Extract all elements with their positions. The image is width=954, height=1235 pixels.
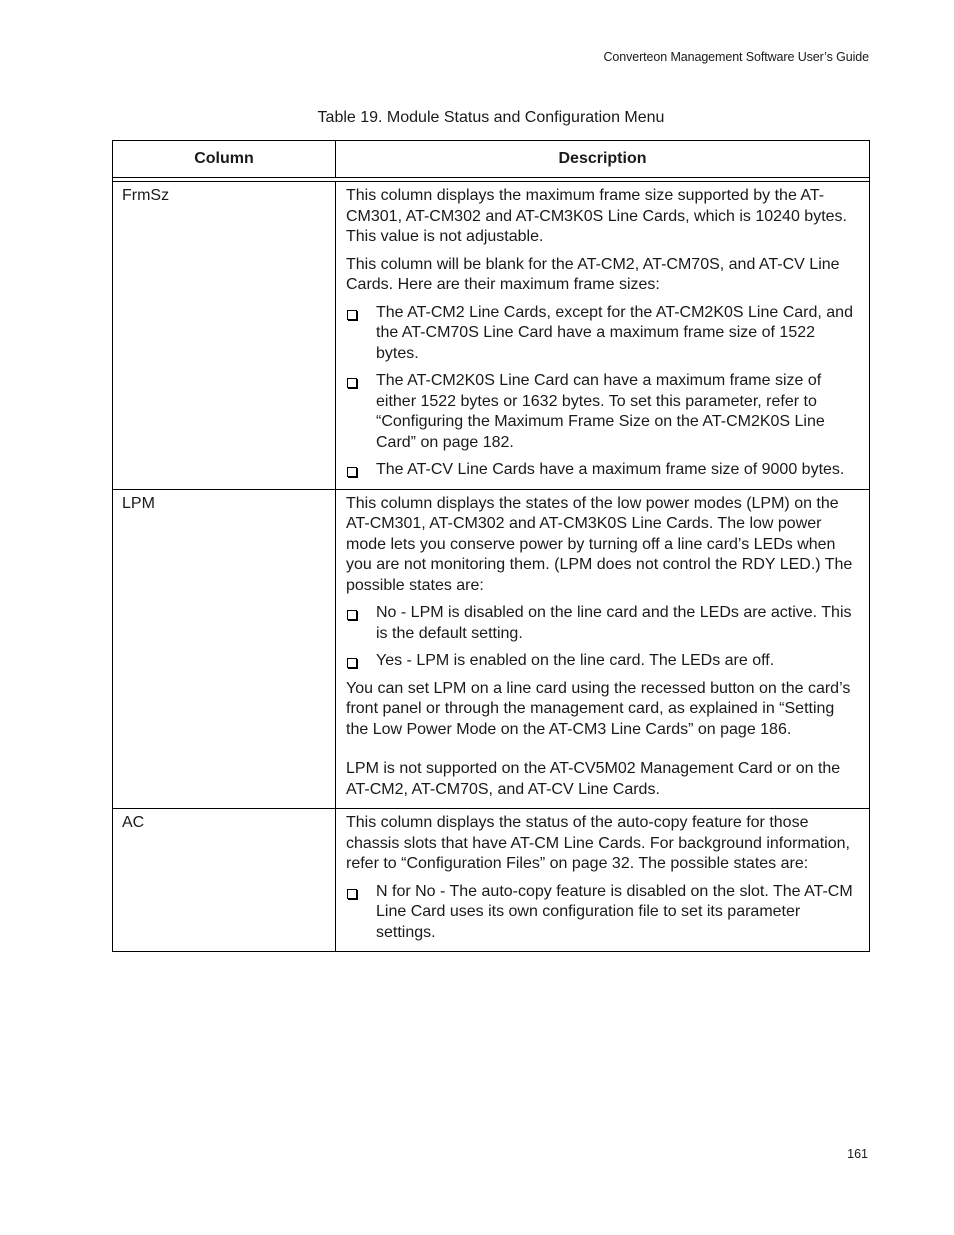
description-paragraph: This column displays the states of the low power modes (LPM) on the AT-CM301, AT-CM302 and AT-CM3K0S Line Cards. The low power mode lets you conserve power by turning off a line card’s LEDs when you are not monitoring them. (LPM does not control the RDY LED.) The possible states are: [346,494,853,594]
description-paragraph: This column will be blank for the AT-CM2, AT-CM70S, and AT-CV Line Cards. Here are their maximum frame sizes: [346,255,840,293]
description-paragraph: LPM is not supported on the AT-CV5M02 Management Card or on the AT-CM2, AT-CM70S, and AT-CV Line Cards. [346,760,841,798]
bullet-item [346,303,859,365]
checkbox-bullet-icon [347,310,357,320]
bullet-text: The AT-CV Line Cards have a maximum frame size of 9000 bytes. [376,461,845,478]
column-header: Column [113,141,336,177]
row-column-name: AC [113,809,336,951]
bullet-text: Yes - LPM is enabled on the line card. The LEDs are off. [376,652,775,669]
table-row [112,182,870,490]
row-description [336,182,869,489]
row-description [336,490,869,809]
page-number: 161 [847,1147,868,1161]
description-paragraph: You can set LPM on a line card using the recessed button on the card’s front panel or through the management card, as explained in “Setting the Low Power Mode on the AT-CM3 Line Cards” on page 186. [346,679,851,738]
checkbox-bullet-icon [347,467,357,477]
bullet-item [346,882,859,944]
checkbox-bullet-icon [347,889,357,899]
paragraph-gap [346,747,859,759]
bullet-text: N for No - The auto-copy feature is disabled on the slot. The AT-CM Line Card uses its own configuration file to set its parameter settings. [376,882,853,941]
table-caption: Table 19. Module Status and Configuration Menu [317,109,665,126]
description-header: Description [558,150,647,167]
status-config-table [112,140,870,952]
bullet-text: The AT-CM2 Line Cards, except for the AT-CM2K0S Line Card, and the AT-CM70S Line Card have a maximum frame size of 1522 bytes. [376,303,853,362]
description-paragraph: This column displays the status of the auto-copy feature for those chassis slots that have AT-CM Line Cards. For background information, refer to “Configuration Files” on page 32. The possible states are: [346,814,850,872]
bullet-item [346,460,859,481]
table-header-row [112,140,870,177]
bullet-text: The AT-CM2K0S Line Card can have a maximum frame size of either 1522 bytes or 1632 bytes. To set this parameter, refer to “Configuring the Maximum Frame Size on the AT-CM2K0S Line Card” on page 182. [376,372,825,451]
bullet-text: No - LPM is disabled on the line card and the LEDs are active. This is the default setting. [376,604,852,642]
bullet-item [346,651,859,672]
bullet-item [346,603,859,644]
checkbox-bullet-icon [347,610,357,620]
running-header: Converteon Management Software User’s Guide [603,50,869,64]
checkbox-bullet-icon [347,658,357,668]
checkbox-bullet-icon [347,378,357,388]
row-description [336,809,869,951]
bullet-item [346,371,859,453]
table-row [112,490,870,810]
row-column-name: FrmSz [113,182,336,489]
table-row [112,809,870,952]
description-paragraph: This column displays the maximum frame size supported by the AT-CM301, AT-CM302 and AT-CM3K0S Line Cards, which is 10240 bytes. This value is not adjustable. [346,187,847,245]
row-column-name: LPM [113,490,336,809]
